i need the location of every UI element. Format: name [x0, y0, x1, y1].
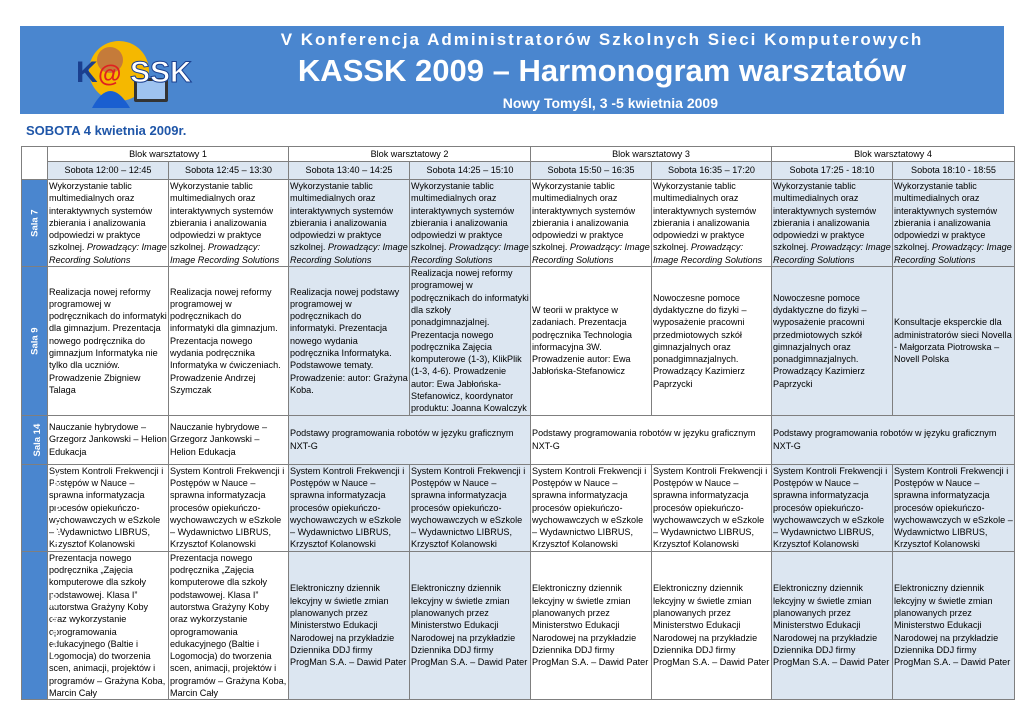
- session-cell: Podstawy programowania robotów w języku graficznym NXT-G: [531, 415, 772, 464]
- session-cell: Elektroniczny dziennik lekcyjny w świetle zmian planowanych przez Ministerstwo Edukacji Narodowej na przykładzie Dziennika DDJ firmy ProgMan S.A. – Dawid Pater: [531, 551, 652, 700]
- hall-label: Sala 9: [22, 267, 48, 416]
- page-title: KASSK 2009 – Harmonogram warsztatów: [297, 53, 907, 88]
- session-cell: System Kontroli Frekwencji i Postępów w Nauce – sprawna informatyzacja procesów opiekuńczo-wychowawczych w eSzkole – Wydawnictwo LIBRUS, Krzysztof Kolanowski: [894, 465, 1013, 550]
- session-cell: Wykorzystanie tablic multimedialnych oraz interaktywnych systemów zbierania i analizowania odpowiedzi w praktyce szkolnej. Prowadzący: Image Recording Solutions: [652, 180, 772, 267]
- time-header: Sobota 12:00 – 12:45: [48, 162, 169, 180]
- session-cell: Prezentacja nowego podręcznika „Zajęcia komputerowe dla szkoły podstawowej. Klasa I” autorstwa Grażyny Koby oraz wykorzystanie oprogramowania edukacyjnego (Baltie i Logomocja) do tworzenia scen, animacji, projektów i programów – Grażyna Koba, Marcin Cały: [48, 551, 169, 700]
- session-cell: Nowoczesne pomoce dydaktyczne do fizyki – wyposażenie pracowni przedmiotowych szkół gimnazjalnych oraz ponadgimnazjalnych. Prowadzący Kazimierz Paprzycki: [652, 267, 772, 416]
- session-cell: Wykorzystanie tablic multimedialnych oraz interaktywnych systemów zbierania i analizowania odpowiedzi w praktyce szkolnej. Prowadzący: Image Recording Solutions: [532, 181, 650, 265]
- svg-text:K: K: [76, 56, 98, 89]
- session-cell: Wykorzystanie tablic multimedialnych oraz interaktywnych systemów zbierania i analizowania odpowiedzi w praktyce szkolnej. Prowadzący: Image Recording Solutions: [290, 181, 408, 265]
- session-cell: Wykorzystanie tablic multimedialnych oraz interaktywnych systemów zbierania i analizowania odpowiedzi w praktyce szkolnej. Prowadzący: Image Recording Solutions: [49, 181, 167, 265]
- corner-cell: [22, 147, 48, 180]
- session-cell: Podstawy programowania robotów w języku graficznym NXT-G: [772, 415, 1015, 464]
- session-cell: Prezentacja nowego podręcznika „Zajęcia komputerowe dla szkoły podstawowej. Klasa I” autorstwa Grażyny Koby oraz wykorzystanie oprogramowania edukacyjnego (Baltie i Logomocja) do tworzenia scen, animacji, projektów i programów – Grażyna Koba, Marcin Cały: [169, 551, 289, 700]
- session-cell: Elektroniczny dziennik lekcyjny w świetle zmian planowanych przez Ministerstwo Edukacji Narodowej na przykładzie Dziennika DDJ firmy ProgMan S.A. – Dawid Pater: [652, 551, 772, 700]
- session-cell: Wykorzystanie tablic multimedialnych oraz interaktywnych systemów zbierania i analizowania odpowiedzi w praktyce szkolnej. Prowadzący: Image Recording Solutions: [169, 180, 289, 267]
- session-cell: Elektroniczny dziennik lekcyjny w świetle zmian planowanych przez Ministerstwo Edukacji Narodowej na przykładzie Dziennika DDJ firmy ProgMan S.A. – Dawid Pater: [893, 551, 1015, 700]
- hall-label: Pracownia 205: [22, 551, 48, 700]
- schedule-table: [21, 146, 1015, 700]
- session-cell: Nauczanie hybrydowe – Grzegorz Jankowski – Helion Edukacja: [48, 415, 169, 464]
- row-sala-14: [22, 415, 1015, 464]
- block-header-row: [22, 147, 1015, 162]
- hall-label: Pracownia 105A: [22, 464, 48, 551]
- block-header: Blok warsztatowy 4: [772, 147, 1015, 162]
- time-header: Sobota 16:35 – 17:20: [652, 162, 772, 180]
- row-pracownia-105a: [22, 464, 1015, 551]
- time-header: Sobota 13:40 – 14:25: [289, 162, 410, 180]
- conference-name: V Konferencja Administratorów Szkolnych Sieci Komputerowych: [280, 30, 924, 49]
- time-header: Sobota 14:25 – 15:10: [410, 162, 531, 180]
- session-cell: System Kontroli Frekwencji i Postępów w Nauce – sprawna informatyzacja procesów opiekuńczo-wychowawczych w eSzkole – Wydawnictwo LIBRUS, Krzysztof Kolanowski: [289, 464, 410, 551]
- session-cell: System Kontroli Frekwencji i Postępów w Nauce – sprawna informatyzacja procesów opiekuńczo-wychowawczych w eSzkole – Wydawnictwo LIBRUS, Krzysztof Kolanowski: [169, 464, 289, 551]
- time-header: Sobota 15:50 – 16:35: [531, 162, 652, 180]
- block-header: Blok warsztatowy 1: [48, 147, 289, 162]
- session-cell: Nowoczesne pomoce dydaktyczne do fizyki – wyposażenie pracowni przedmiotowych szkół gimnazjalnych oraz ponadgimnazjalnych. Prowadzący Kazimierz Paprzycki: [772, 267, 893, 416]
- day-heading: SOBOTA 4 kwietnia 2009r.: [26, 123, 187, 138]
- svg-text:SSK: SSK: [130, 56, 192, 89]
- session-cell: W teorii w praktyce w zadaniach. Prezentacja podręcznika Technologia informacyjna 3W. Prowadzenie autor: Ewa Jabłońska-Stefanowicz: [531, 267, 652, 416]
- page-subtitle: Nowy Tomyśl, 3 -5 kwietnia 2009: [502, 95, 718, 111]
- session-cell: Wykorzystanie tablic multimedialnych oraz interaktywnych systemów zbierania i analizowania odpowiedzi w praktyce szkolnej. Prowadzący: Image Recording Solutions: [893, 180, 1015, 267]
- row-sala-9: [22, 267, 1015, 416]
- session-cell: Realizacja nowej podstawy programowej w podręcznikach do informatyki. Prezentacja nowego wydania podręcznika Informatyka. Podstawowe tematy. Prowadzenie: autor: Grażyna Koba.: [289, 267, 410, 416]
- session-cell: System Kontroli Frekwencji i Postępów w Nauce – sprawna informatyzacja procesów opiekuńczo-wychowawczych w eSzkole – Wydawnictwo LIBRUS, Krzysztof Kolanowski: [48, 464, 169, 551]
- hall-label: Sala 14: [22, 415, 48, 464]
- session-cell: Realizacja nowej reformy programowej w podręcznikach do informatyki dla szkoły ponadgimnazjalnej. Prezentacja nowego podręcznika Zajęcia komputerowe (1-3), KlikPlik (1-3, 4-6). Prowadzenie autor: Ewa Jabłońska-Stefanowicz, koordynator produktu: Joanna Kowalczyk: [411, 268, 529, 414]
- row-sala-7: [22, 180, 1015, 267]
- time-header: Sobota 17:25 - 18:10: [772, 162, 893, 180]
- session-cell: Wykorzystanie tablic multimedialnych oraz interaktywnych systemów zbierania i analizowania odpowiedzi w praktyce szkolnej. Prowadzący: Image Recording Solutions: [773, 181, 891, 265]
- time-header: Sobota 12:45 – 13:30: [169, 162, 289, 180]
- session-cell: Wykorzystanie tablic multimedialnych oraz interaktywnych systemów zbierania i analizowania odpowiedzi w praktyce szkolnej. Prowadzący: Image Recording Solutions: [411, 181, 529, 265]
- session-cell: Elektroniczny dziennik lekcyjny w świetle zmian planowanych przez Ministerstwo Edukacji Narodowej na przykładzie Dziennika DDJ firmy ProgMan S.A. – Dawid Pater: [289, 551, 410, 700]
- session-cell: Nauczanie hybrydowe – Grzegorz Jankowski – Helion Edukacja: [169, 415, 289, 464]
- session-cell: Realizacja nowej reformy programowej w podręcznikach do informatyki dla gimnazjum. Prezentacja nowego podręcznika do gimnazjum Informatyka nie tylko dla uczniów. Prowadzenie Zbigniew Talaga: [48, 267, 169, 416]
- session-cell: System Kontroli Frekwencji i Postępów w Nauce – sprawna informatyzacja procesów opiekuńczo-wychowawczych w eSzkole – Wydawnictwo LIBRUS, Krzysztof Kolanowski: [410, 464, 531, 551]
- session-cell: Elektroniczny dziennik lekcyjny w świetle zmian planowanych przez Ministerstwo Edukacji Narodowej na przykładzie Dziennika DDJ firmy ProgMan S.A. – Dawid Pater: [772, 551, 893, 700]
- session-cell: System Kontroli Frekwencji i Postępów w Nauce – sprawna informatyzacja procesów opiekuńczo-wychowawczych w eSzkole – Wydawnictwo LIBRUS, Krzysztof Kolanowski: [772, 464, 893, 551]
- block-header: Blok warsztatowy 3: [531, 147, 772, 162]
- session-cell: Konsultacje eksperckie dla administratorów sieci Novella - Małgorzata Piotrowska – Novell Polska: [893, 267, 1015, 416]
- session-cell: Podstawy programowania robotów w języku graficznym NXT-G: [289, 415, 531, 464]
- svg-text:@: @: [98, 61, 122, 88]
- session-cell: System Kontroli Frekwencji i Postępów w Nauce – sprawna informatyzacja procesów opiekuńczo-wychowawczych w eSzkole – Wydawnictwo LIBRUS, Krzysztof Kolanowski: [652, 464, 772, 551]
- row-pracownia-205: [22, 551, 1015, 700]
- session-cell: Realizacja nowej reformy programowej w podręcznikach do informatyki dla gimnazjum. Prezentacja nowego wydania podręcznika Informatyka w ćwiczeniach. Prowadzenie Andrzej Szymczak: [169, 267, 289, 416]
- session-cell: Elektroniczny dziennik lekcyjny w świetle zmian planowanych przez Ministerstwo Edukacji Narodowej na przykładzie Dziennika DDJ firmy ProgMan S.A. – Dawid Pater: [410, 551, 531, 700]
- time-header: Sobota 18:10 - 18:55: [893, 162, 1015, 180]
- block-header: Blok warsztatowy 2: [289, 147, 531, 162]
- session-cell: System Kontroli Frekwencji i Postępów w Nauce – sprawna informatyzacja procesów opiekuńczo-wychowawczych w eSzkole – Wydawnictwo LIBRUS, Krzysztof Kolanowski: [531, 464, 652, 551]
- hall-label: Sala 7: [22, 180, 48, 267]
- header-banner: [20, 26, 1004, 114]
- time-header-row: [22, 162, 1015, 180]
